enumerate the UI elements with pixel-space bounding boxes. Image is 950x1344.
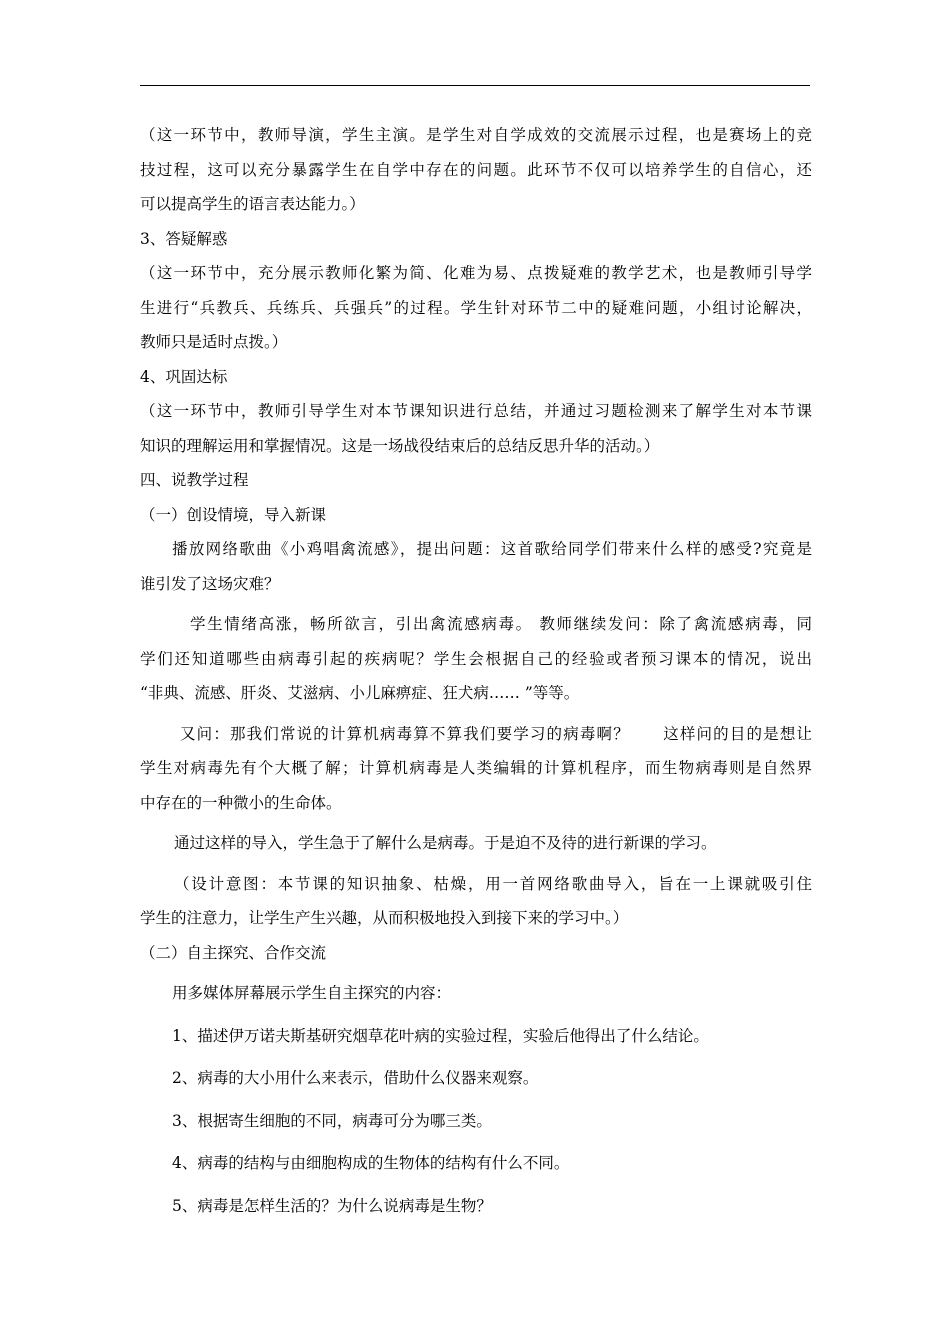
- list-item: 5、病毒是怎样生活的？为什么说病毒是生物？: [172, 1196, 492, 1215]
- paragraph-line: 学生的注意力，让学生产生兴趣，从而积极地投入到接下来的学习中。）: [140, 909, 629, 927]
- paragraph-line: 谁引发了这场灾难？: [140, 574, 280, 593]
- paragraph-line: 学生情绪高涨，畅所欲言，引出禽流感病毒。 教师继续发问：除了禽流感病毒，同: [190, 615, 812, 633]
- paragraph-line: 教师只是适时点拨。）: [140, 333, 288, 351]
- list-item: 4、病毒的结构与由细胞构成的生物体的结构有什么不同。: [172, 1154, 570, 1172]
- list-item: 3、根据寄生细胞的不同，病毒可分为哪三类。: [172, 1111, 492, 1130]
- paragraph-line: 学们还知道哪些由病毒引起的疾病呢？学生会根据自己的经验或者预习课本的情况，说出: [140, 649, 812, 668]
- paragraph-line: 生进行“兵教兵、兵练兵、兵强兵”的过程。学生针对环节二中的疑难问题，小组讨论解决，: [140, 298, 812, 317]
- section-heading: 四、说教学过程: [140, 471, 249, 489]
- paragraph-line: （设计意图：本节课的知识抽象、枯燥，用一首网络歌曲导入，旨在一上课就吸引住: [174, 874, 812, 893]
- paragraph-line: （这一环节中，充分展示教师化繁为简、化难为易、点拨疑难的教学艺术，也是教师引导学: [140, 264, 812, 282]
- paragraph-line: 又问：那我们常说的计算机病毒算不算我们要学习的病毒啊？ 这样问的目的是想让: [180, 724, 812, 743]
- list-item: 1、描述伊万诺夫斯基研究烟草花叶病的实验过程，实验后他得出了什么结论。: [172, 1026, 709, 1045]
- section-heading: 3、答疑解惑: [140, 229, 228, 248]
- document-body: [140, 118, 812, 1223]
- paragraph-line: 知识的理解运用和掌握情况。这是一场战役结束后的总结反思升华的活动。）: [140, 436, 660, 455]
- paragraph-line: （这一环节中，教师引导学生对本节课知识进行总结，并通过习题检测来了解学生对本节课: [140, 402, 812, 420]
- paragraph-line: 用多媒体屏幕展示学生自主探究的内容：: [172, 984, 452, 1002]
- section-heading: 4、巩固达标: [140, 367, 228, 386]
- list-item: 2、病毒的大小用什么来表示，借助什么仪器来观察。: [172, 1069, 539, 1087]
- paragraph-line: （这一环节中，教师导演，学生主演。是学生对自学成效的交流展示过程，也是赛场上的竞: [140, 126, 812, 144]
- header-rule: [140, 85, 810, 86]
- paragraph-line: 技过程，这可以充分暴露学生在自学中存在的问题。此环节不仅可以培养学生的自信心，还: [140, 160, 812, 179]
- paragraph-line: 可以提高学生的语言表达能力。）: [140, 195, 365, 213]
- paragraph-line: 学生对病毒先有个大概了解；计算机病毒是人类编辑的计算机程序，而生物病毒则是自然界: [140, 759, 812, 777]
- paragraph-line: 通过这样的导入，学生急于了解什么是病毒。于是迫不及待的进行新课的学习。: [174, 834, 717, 852]
- subsection-heading: （二）自主探究、合作交流: [140, 943, 327, 962]
- paragraph-line: “非典、流感、肝炎、艾滋病、小儿麻痹症、狂犬病…… ”等等。: [140, 684, 580, 702]
- paragraph-line: 播放网络歌曲《小鸡唱禽流感》，提出问题：这首歌给同学们带来什么样的感受?究竟是: [172, 540, 812, 558]
- paragraph-line: 中存在的一种微小的生命体。: [140, 793, 342, 812]
- subsection-heading: （一）创设情境，导入新课: [140, 505, 327, 524]
